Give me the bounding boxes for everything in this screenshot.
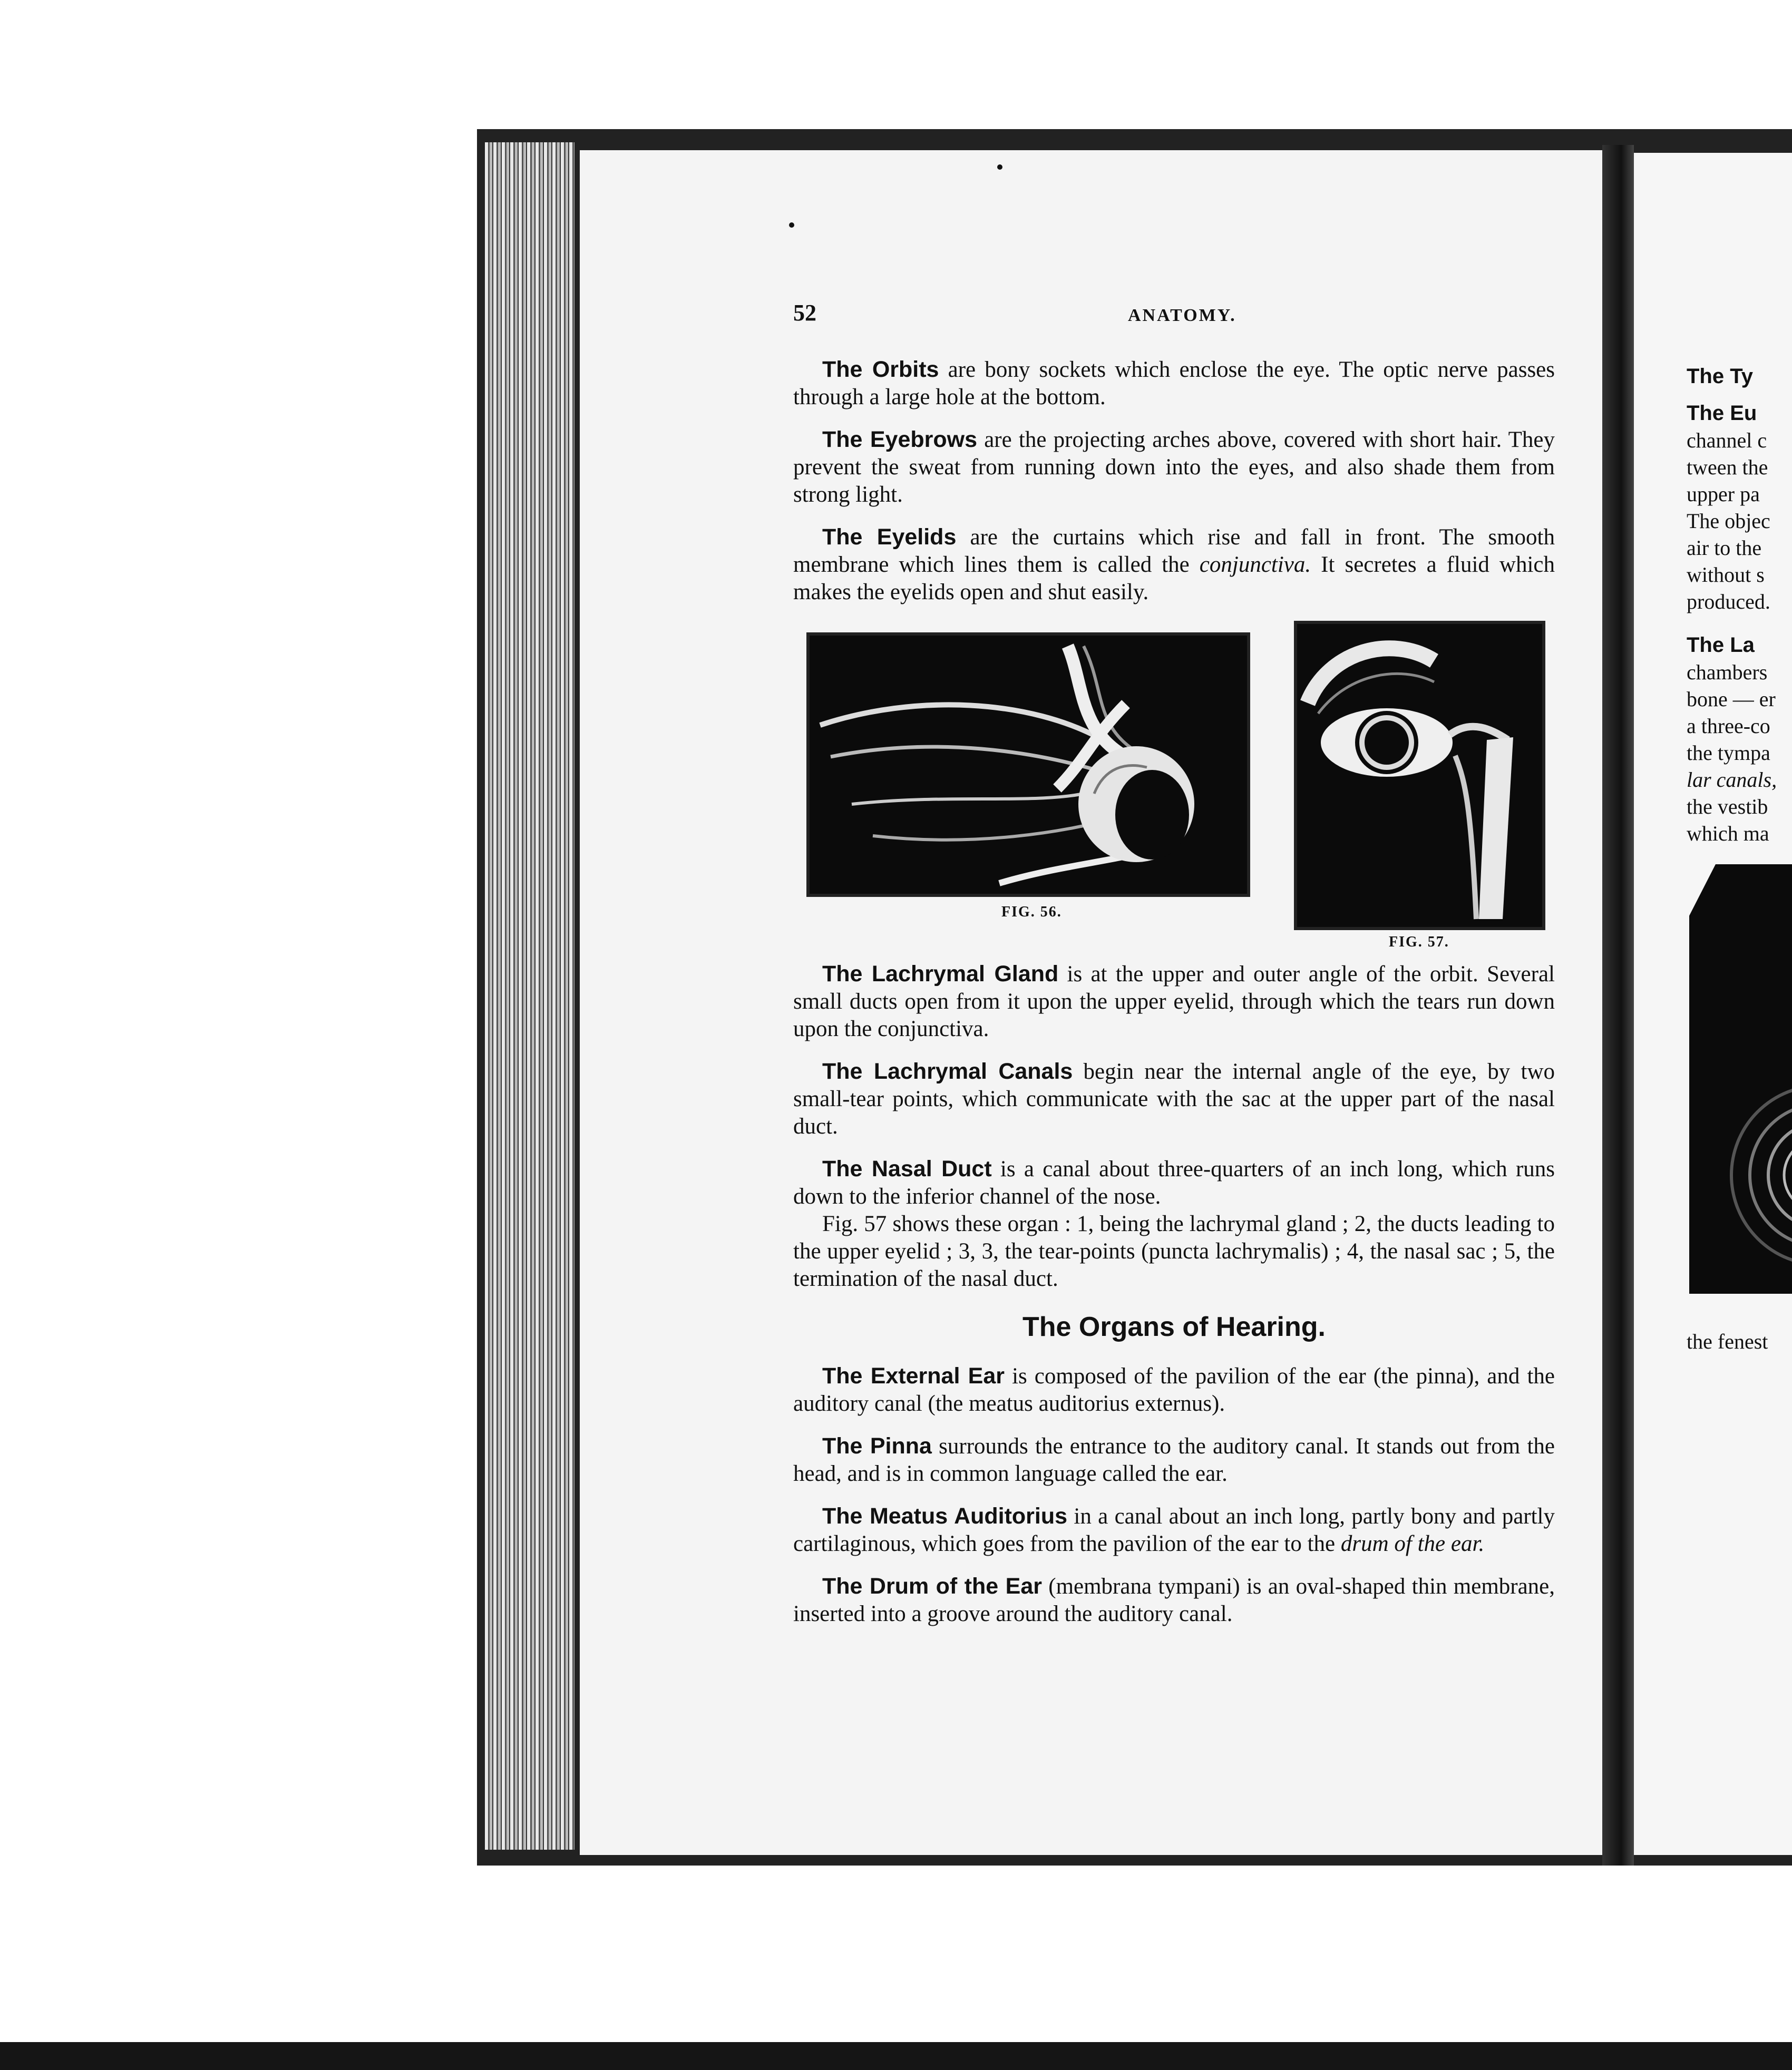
right-line: the vestib bbox=[1687, 795, 1768, 818]
text-block-lachrymal bbox=[793, 960, 1555, 1307]
paragraph-lachrymal-gland: The Lachrymal Gland is at the upper and outer angle of the orbit. Several small ducts open from it upon the upper eyelid, through which the tears run down upon the conjunctiva. bbox=[793, 961, 1555, 1041]
right-page-text-mid bbox=[1687, 631, 1792, 847]
eye-muscles-illustration bbox=[810, 636, 1247, 894]
cochlea-illustration bbox=[1689, 864, 1792, 1294]
paragraph-pinna: The Pinna surrounds the entrance to the auditory canal. It stands out from the head, and is in common language called the ear. bbox=[793, 1433, 1555, 1486]
right-line: the tympa bbox=[1687, 741, 1770, 765]
right-line: channel c bbox=[1687, 428, 1767, 452]
paragraph-orbits: The Orbits are bony sockets which enclose the eye. The optic nerve passes through a large hole at the bottom. bbox=[793, 357, 1555, 409]
right-line: upper pa bbox=[1687, 482, 1760, 506]
paragraph-eyelids: The Eyelids are the curtains which rise and fall in front. The smooth membrane which lines them is called the conjunctiva. It secretes a fluid which makes the eyelids open and shut easily. bbox=[793, 524, 1555, 604]
figure-57-lachrymal-apparatus bbox=[1294, 621, 1545, 930]
ink-speck bbox=[789, 222, 794, 228]
text-block-hearing bbox=[793, 1362, 1555, 1643]
right-page-figure-ear bbox=[1689, 864, 1792, 1294]
film-border bbox=[0, 2042, 1792, 2070]
ink-speck bbox=[997, 164, 1002, 170]
eye-lachrymal-illustration bbox=[1297, 624, 1542, 927]
paragraph-nasal-duct: The Nasal Duct is a canal about three-quarters of an inch long, which runs down to the inferior channel of the nose. bbox=[793, 1156, 1555, 1209]
right-line: without s bbox=[1687, 563, 1765, 587]
right-line: lar canals, bbox=[1687, 768, 1777, 792]
right-line: tween the bbox=[1687, 455, 1768, 479]
right-page-text-top bbox=[1687, 363, 1792, 615]
right-line: which ma bbox=[1687, 822, 1769, 845]
right-line: bone — er bbox=[1687, 687, 1776, 711]
book-gutter bbox=[1602, 145, 1634, 1866]
paragraph-external-ear: The External Ear is composed of the pavilion of the ear (the pinna), and the auditory canal (the meatus auditorius externus). bbox=[793, 1363, 1555, 1416]
section-title: The Organs of Hearing. bbox=[1022, 1312, 1326, 1342]
right-line: The objec bbox=[1687, 509, 1770, 533]
paragraph-meatus: The Meatus Auditorius in a canal about an inch long, partly bony and partly cartilaginous, which goes from the pavilion of the ear to the drum of the ear. bbox=[793, 1503, 1555, 1556]
right-line: air to the bbox=[1687, 536, 1762, 560]
right-line: a three-co bbox=[1687, 714, 1770, 738]
text-block-eye-parts bbox=[793, 356, 1555, 621]
right-line: The Ty bbox=[1687, 365, 1753, 388]
figure-56-eye-muscles bbox=[806, 632, 1250, 897]
figure-56-caption: FIG. 56. bbox=[1001, 904, 1062, 920]
paragraph-lachrymal-canals: The Lachrymal Canals begin near the internal angle of the eye, by two small-tear points, which communicate with the sac at the upper part of the nasal duct. bbox=[793, 1059, 1555, 1139]
right-page-text-bottom: the fenest bbox=[1687, 1330, 1768, 1353]
right-line: The Eu bbox=[1687, 402, 1757, 425]
right-line: produced. bbox=[1687, 590, 1770, 613]
paragraph-fig57-note: Fig. 57 shows these organ : 1, being the lachrymal gland ; 2, the ducts leading to the upper eyelid ; 3, 3, the tear-points (puncta lachrymalis) ; 4, the nasal sac ; 5, the termination of the nasal duct. bbox=[793, 1212, 1555, 1291]
page-number: 52 bbox=[793, 300, 816, 326]
page-edges bbox=[485, 142, 574, 1850]
paragraph-eyebrows: The Eyebrows are the projecting arches above, covered with short hair. They prevent the sweat from running down into the eyes, and also shade them from strong light. bbox=[793, 427, 1555, 507]
paragraph-drum: The Drum of the Ear (membrana tympani) is an oval-shaped thin membrane, inserted into a groove around the auditory canal. bbox=[793, 1574, 1555, 1626]
running-title: ANATOMY. bbox=[1128, 306, 1236, 325]
figure-57-caption: FIG. 57. bbox=[1389, 934, 1449, 950]
right-line: chambers bbox=[1687, 660, 1768, 684]
right-line: The La bbox=[1687, 633, 1755, 657]
